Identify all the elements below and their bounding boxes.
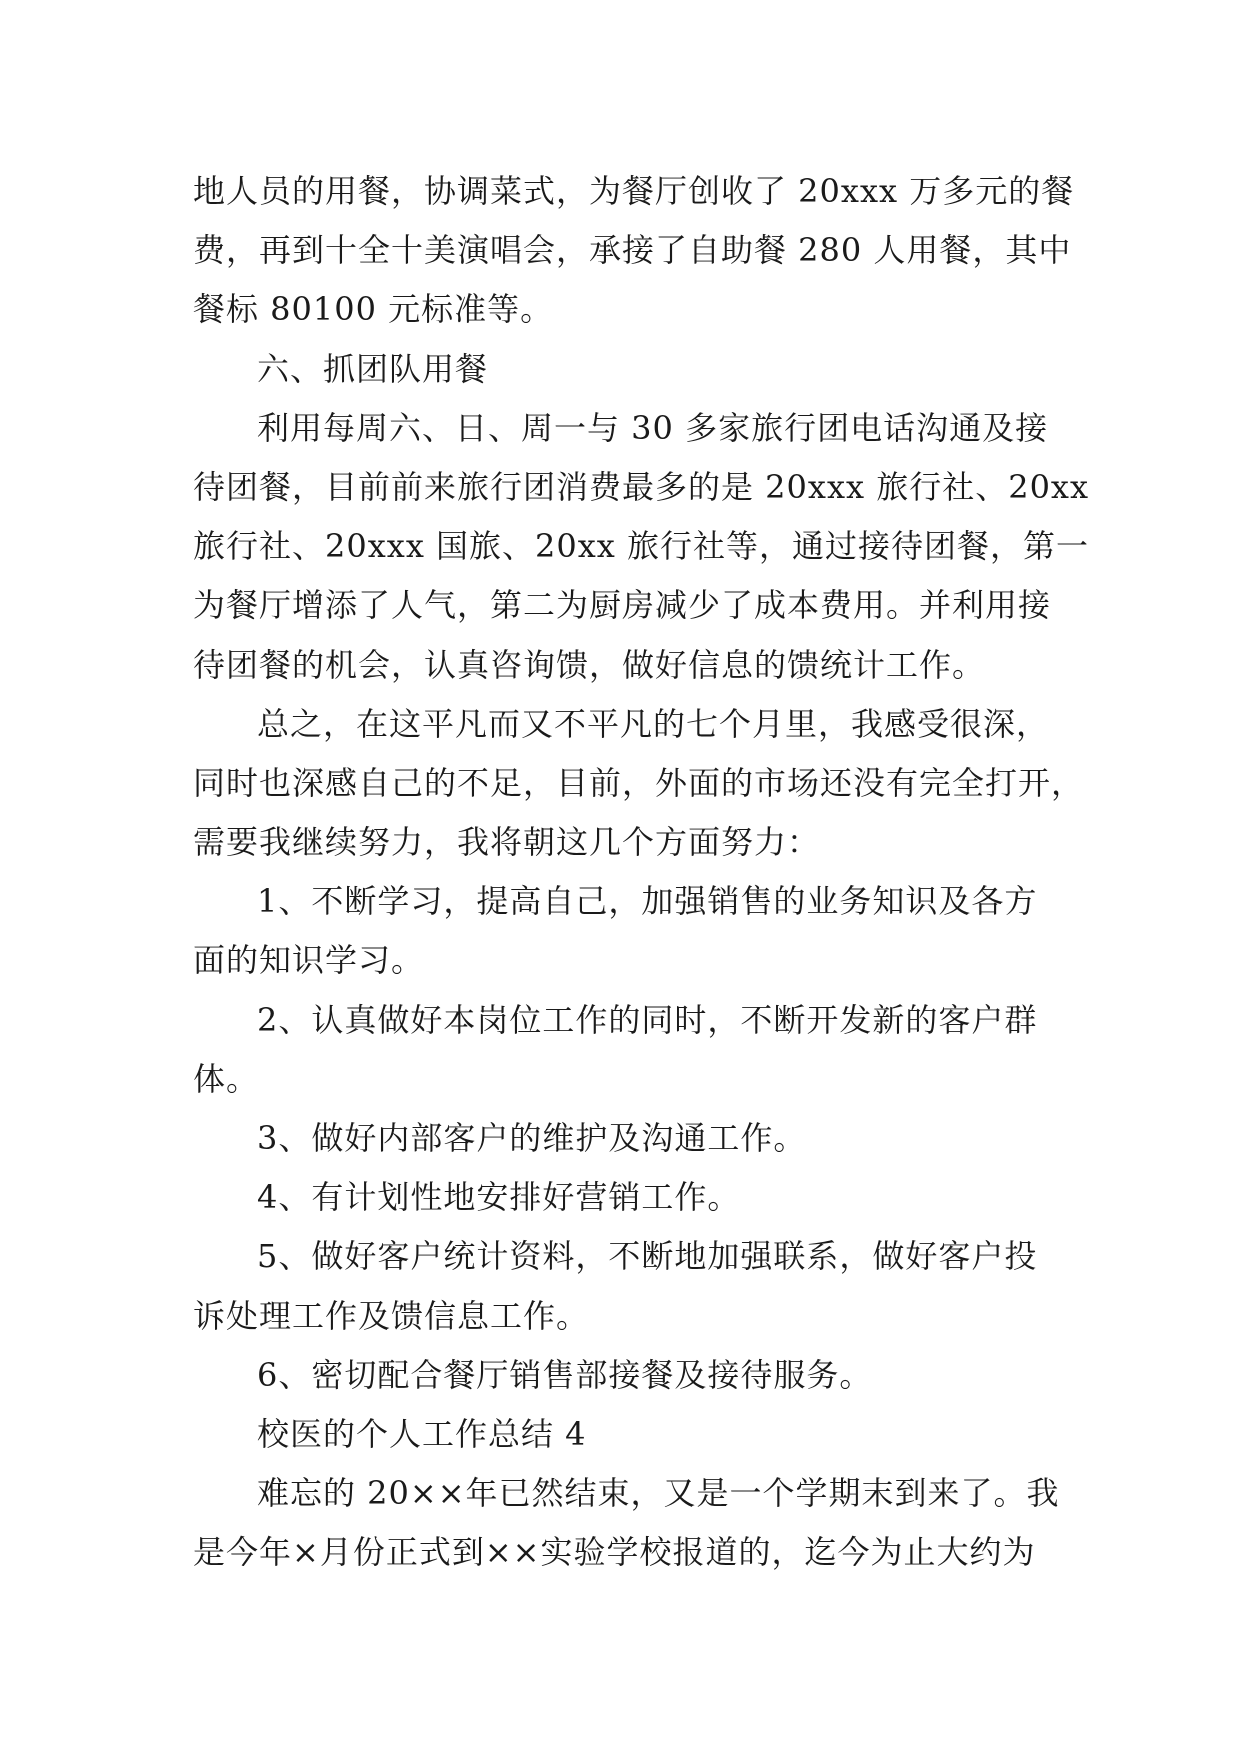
text-line: 同时也深感自己的不足，目前，外面的市场还没有完全打开， bbox=[193, 763, 1085, 802]
text-line: 餐标 80100 元标准等。 bbox=[193, 290, 554, 329]
text-line: 费，再到十全十美演唱会，承接了自助餐 280 人用餐，其中 bbox=[193, 231, 1072, 270]
section-heading: 六、抓团队用餐 bbox=[257, 349, 489, 388]
section-heading: 校医的个人工作总结 4 bbox=[257, 1414, 587, 1453]
list-item: 6、密切配合餐厅销售部接餐及接待服务。 bbox=[257, 1355, 873, 1394]
text-line: 诉处理工作及馈信息工作。 bbox=[193, 1296, 590, 1335]
text-line: 利用每周六、日、周一与 30 多家旅行团电话沟通及接 bbox=[257, 408, 1049, 447]
text-line: 旅行社、20xxx 国旅、20xx 旅行社等，通过接待团餐，第一 bbox=[193, 527, 1090, 566]
list-item: 3、做好内部客户的维护及沟通工作。 bbox=[257, 1119, 807, 1157]
text-line: 难忘的 20××年已然结束，又是一个学期末到来了。我 bbox=[257, 1474, 1060, 1513]
list-item: 4、有计划性地安排好营销工作。 bbox=[257, 1178, 741, 1217]
text-line: 需要我继续努力，我将朝这几个方面努力： bbox=[193, 823, 821, 862]
text-line: 总之，在这平凡而又不平凡的七个月里，我感受很深， bbox=[257, 704, 1050, 743]
text-line: 待团餐的机会，认真咨询馈，做好信息的馈统计工作。 bbox=[193, 645, 986, 684]
list-item: 2、认真做好本岗位工作的同时，不断开发新的客户群 bbox=[257, 1000, 1038, 1039]
text-line: 地人员的用餐，协调菜式，为餐厅创收了 20xxx 万多元的餐 bbox=[193, 172, 1075, 210]
text-line: 为餐厅增添了人气，第二为厨房减少了成本费用。并利用接 bbox=[193, 586, 1052, 625]
list-item: 1、不断学习，提高自己，加强销售的业务知识及各方 bbox=[257, 882, 1038, 921]
text-line: 是今年×月份正式到××实验学校报道的，迄今为止大约为 bbox=[193, 1533, 1036, 1572]
list-item: 5、做好客户统计资料，不断地加强联系，做好客户投 bbox=[257, 1237, 1038, 1276]
document-body bbox=[193, 162, 1090, 1583]
text-line: 面的知识学习。 bbox=[193, 941, 425, 980]
text-line: 待团餐，目前前来旅行团消费最多的是 20xxx 旅行社、20xx bbox=[193, 467, 1090, 506]
text-line: 体。 bbox=[193, 1059, 260, 1098]
